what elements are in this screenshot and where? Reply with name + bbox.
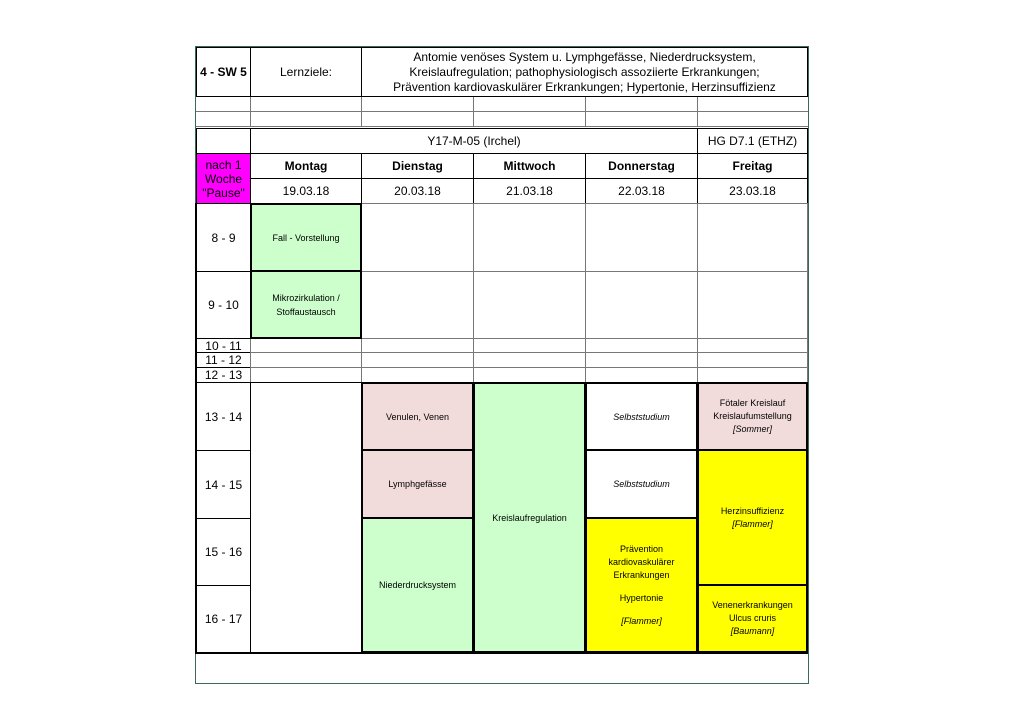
table-bottom-rule <box>196 652 808 654</box>
room-main: Y17-M-05 (Irchel) <box>250 128 698 154</box>
empty-cell <box>697 203 808 272</box>
pause-line-2: Woche <box>204 171 243 186</box>
day-date-freitag: 23.03.18 <box>697 178 808 204</box>
event-niederdrucksystem: Niederdrucksystem <box>361 517 474 653</box>
empty-cell <box>361 203 474 272</box>
empty-cell <box>697 271 808 339</box>
time-slot: 14 - 15 <box>196 450 251 519</box>
time-slot: 13 - 14 <box>196 382 251 451</box>
lernziele-label: Lernziele: <box>250 47 362 97</box>
day-date-donnerstag: 22.03.18 <box>585 178 698 204</box>
spacer-col <box>473 97 474 126</box>
room-alt: HG D7.1 (ETHZ) <box>697 128 808 154</box>
time-slot: 9 - 10 <box>196 271 251 339</box>
event-selbststudium-1: Selbststudium <box>585 382 698 451</box>
empty-cell <box>585 338 698 353</box>
event-line: Stoffaustausch <box>276 306 336 317</box>
pause-line-3: "Pause" <box>202 185 245 200</box>
empty-cell <box>585 203 698 272</box>
empty-cell <box>250 338 362 353</box>
time-slot: 12 - 13 <box>196 367 251 383</box>
event-kreislaufregulation: Kreislaufregulation <box>473 382 586 653</box>
day-date-mittwoch: 21.03.18 <box>473 178 586 204</box>
empty-cell <box>585 352 698 368</box>
event-line: Kreislaufumstellung <box>713 411 792 421</box>
empty-cell <box>585 367 698 383</box>
day-date-dienstag: 20.03.18 <box>361 178 474 204</box>
empty-cell <box>473 367 586 383</box>
empty-cell <box>697 352 808 368</box>
event-fall-vorstellung: Fall - Vorstellung <box>250 203 362 272</box>
empty-cell <box>361 338 474 353</box>
pause-line-1: nach 1 <box>205 157 242 172</box>
empty-cell <box>250 352 362 368</box>
event-line: Ulcus cruris <box>728 613 776 623</box>
event-praevention-hypertonie <box>585 517 698 653</box>
event-selbststudium-2: Selbststudium <box>585 449 698 519</box>
time-slot: 8 - 9 <box>196 203 251 272</box>
lernziele-line-3: Prävention kardiovaskulärer Erkrankungen; Hypertonie, Herzinsuffizienz <box>393 79 776 94</box>
day-name-montag: Montag <box>250 153 362 179</box>
spacer-col <box>250 97 251 126</box>
event-line: Erkrankungen <box>613 569 670 580</box>
time-slot: 15 - 16 <box>196 518 251 586</box>
day-name-donnerstag: Donnerstag <box>585 153 698 179</box>
empty-cell <box>361 271 474 339</box>
spacer-col <box>361 97 362 126</box>
day-name-dienstag: Dienstag <box>361 153 474 179</box>
event-line: Mikrozirkulation / <box>272 292 340 303</box>
pause-note <box>196 153 251 204</box>
empty-cell <box>250 367 362 383</box>
event-lecturer: [Baumann] <box>730 626 775 636</box>
empty-cell <box>473 203 586 272</box>
event-lecturer: [Sommer] <box>732 424 772 434</box>
event-lecturer: [Flammer] <box>621 615 662 626</box>
event-mikrozirkulation <box>250 270 362 339</box>
week-code: 4 - SW 5 <box>196 47 251 97</box>
spacer-line <box>196 126 808 127</box>
empty-cell <box>250 382 362 653</box>
empty-cell <box>361 352 474 368</box>
event-line: Herzinsuffizienz <box>720 505 785 516</box>
day-date-montag: 19.03.18 <box>250 178 362 204</box>
room-blank <box>196 128 251 154</box>
time-slot: 11 - 12 <box>196 352 251 368</box>
spacer-col <box>585 97 586 126</box>
event-foetaler-kreislauf <box>697 382 808 451</box>
event-lecturer: [Flammer] <box>732 518 773 529</box>
event-line: kardiovaskulärer <box>608 556 675 567</box>
event-line: Venenerkrankungen <box>712 600 793 610</box>
event-line: Prävention <box>619 543 664 554</box>
empty-cell <box>473 352 586 368</box>
lernziele-line-1: Antomie venöses System u. Lymphgefässe, Niederdrucksystem, <box>413 49 756 64</box>
empty-cell <box>585 271 698 339</box>
lernziele-text <box>361 47 808 97</box>
event-herzinsuffizienz <box>697 449 808 586</box>
event-venenerkrankungen <box>697 584 808 653</box>
empty-cell <box>473 271 586 339</box>
table-left-rule <box>195 203 197 654</box>
time-slot: 16 - 17 <box>196 585 251 653</box>
event-venulen-venen: Venulen, Venen <box>361 382 474 451</box>
event-lymphgefaesse: Lymphgefässe <box>361 449 474 519</box>
spacer-line <box>196 111 808 112</box>
empty-cell <box>361 367 474 383</box>
empty-cell <box>473 338 586 353</box>
time-slot: 10 - 11 <box>196 338 251 353</box>
spacer-col <box>697 97 698 126</box>
empty-cell <box>697 367 808 383</box>
day-name-mittwoch: Mittwoch <box>473 153 586 179</box>
day-name-freitag: Freitag <box>697 153 808 179</box>
event-line: Hypertonie <box>619 592 664 603</box>
event-line: Fötaler Kreislauf <box>719 398 786 408</box>
lernziele-line-2: Kreislaufregulation; pathophysiologisch assoziierte Erkrankungen; <box>409 64 760 79</box>
empty-cell <box>697 338 808 353</box>
